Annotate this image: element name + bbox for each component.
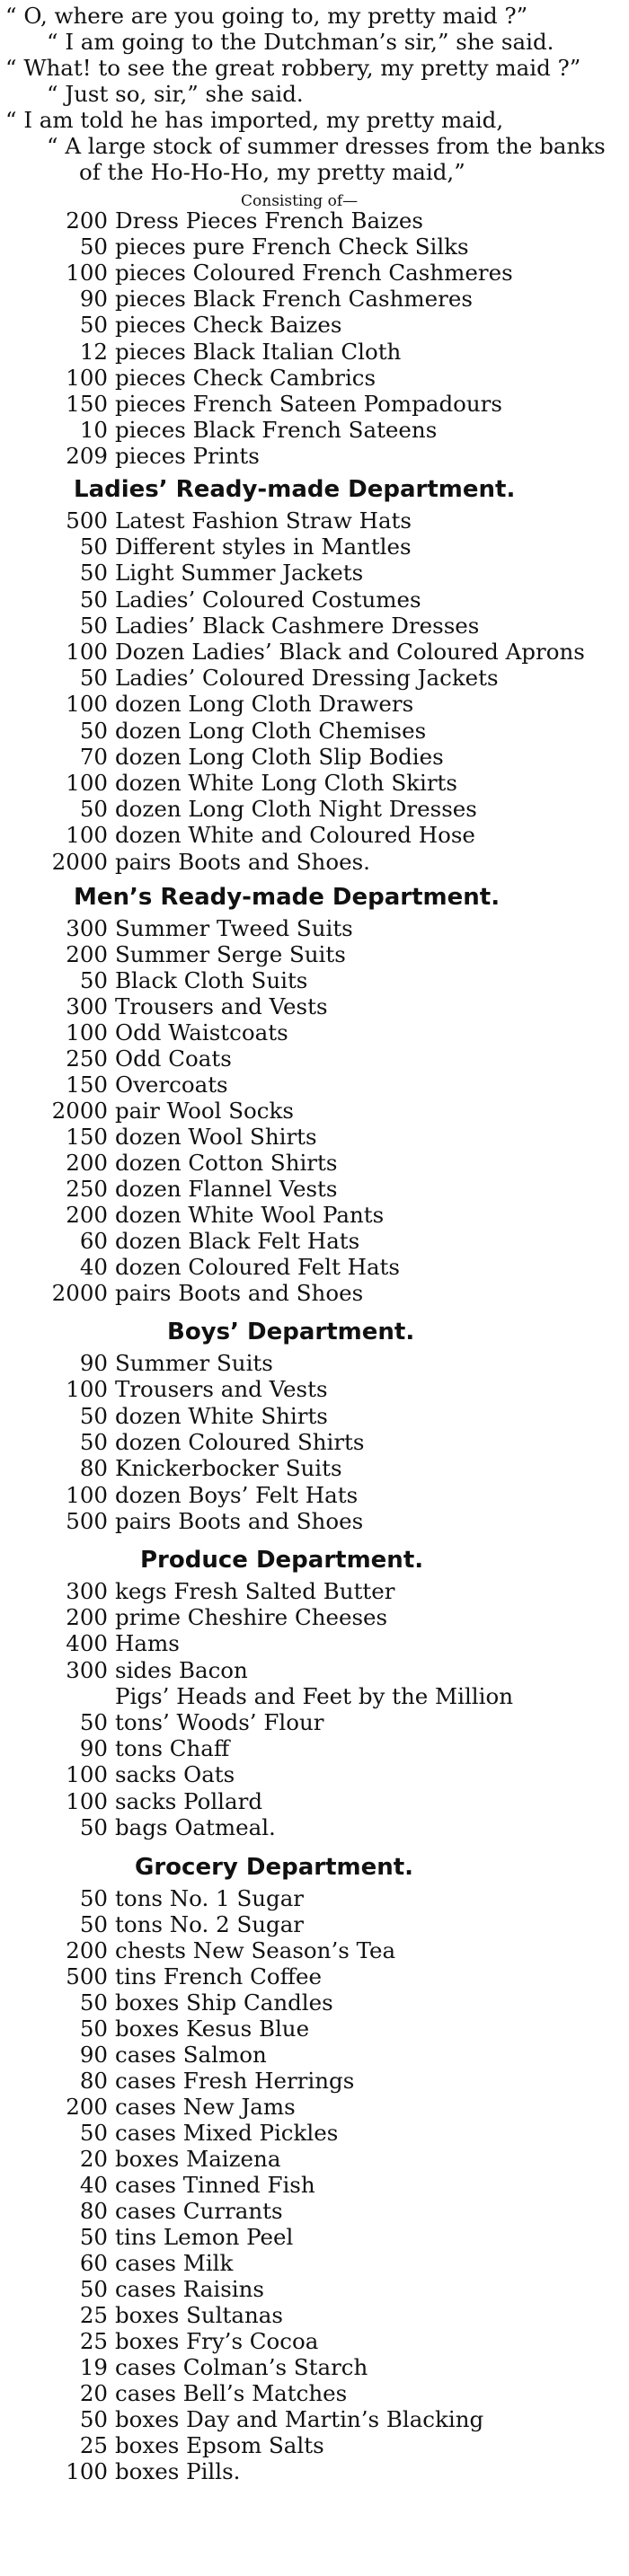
list-item (0, 1177, 337, 1203)
section-heading-ladies: Ladies’ Ready-made Department. (74, 476, 516, 503)
item-description: pieces Check Cambrics (115, 364, 377, 391)
item-quantity: 50 (79, 2276, 108, 2302)
item-quantity: 90 (79, 2042, 108, 2068)
list-item (0, 2381, 347, 2407)
item-quantity: 300 (66, 993, 108, 1019)
section-heading-mens: Men’s Ready-made Department. (74, 884, 501, 911)
item-quantity: 50 (79, 1989, 108, 2016)
item-quantity: 90 (79, 1350, 108, 1376)
item-quantity: 200 (66, 1604, 108, 1631)
item-description: pieces Black Italian Cloth (115, 338, 402, 365)
item-description: dozen Black Felt Hats (115, 1228, 360, 1254)
item-quantity: 80 (79, 2068, 108, 2094)
item-description: boxes Kesus Blue (115, 2016, 310, 2042)
item-quantity: 80 (79, 1455, 108, 1482)
item-description: chests New Season’s Tea (115, 1937, 396, 1963)
item-description: boxes Pills. (115, 2458, 241, 2484)
list-item (0, 1886, 304, 1912)
item-quantity: 200 (66, 2094, 108, 2120)
item-description: pieces pure French Check Silks (115, 234, 469, 260)
list-item (0, 2121, 338, 2147)
list-item (0, 1281, 363, 1307)
item-quantity: 50 (79, 1885, 108, 1911)
list-item (0, 1789, 262, 1815)
item-quantity: 50 (79, 796, 108, 823)
list-item (0, 2042, 267, 2069)
list-item (0, 1579, 394, 1605)
item-description: pairs Boots and Shoes (115, 1507, 364, 1534)
item-quantity: 100 (66, 691, 108, 718)
item-description: Ladies’ Black Cashmere Dresses (115, 612, 480, 639)
item-quantity: 40 (79, 2172, 108, 2198)
item-description: Summer Serge Suits (115, 941, 346, 967)
item-description: pieces French Sateen Pompadours (115, 390, 502, 417)
item-quantity: 50 (79, 2406, 108, 2432)
list-item (0, 2459, 240, 2485)
item-quantity: 80 (79, 2198, 108, 2224)
item-quantity: 25 (79, 2328, 108, 2354)
item-quantity: 100 (66, 1481, 108, 1508)
item-quantity: 2000 (51, 1280, 108, 1306)
item-quantity: 500 (66, 1963, 108, 1989)
item-description: cases Mixed Pickles (115, 2120, 339, 2146)
list-item (0, 2277, 264, 2303)
list-item (0, 2433, 324, 2459)
list-item (0, 2069, 354, 2095)
list-item (0, 613, 479, 640)
item-description: sacks Pollard (115, 1787, 263, 1814)
item-quantity: 19 (79, 2354, 108, 2380)
item-quantity: 150 (66, 1124, 108, 1150)
item-quantity: 50 (79, 612, 108, 639)
list-item (0, 392, 502, 418)
item-quantity: 50 (79, 967, 108, 993)
section-heading-boys: Boys’ Department. (167, 1319, 415, 1345)
item-description: cases Tinned Fish (115, 2172, 315, 2198)
item-description: dozen Coloured Shirts (115, 1428, 365, 1455)
list-item (0, 313, 341, 339)
item-quantity: 90 (79, 1735, 108, 1762)
item-description: tins French Coffee (115, 1963, 322, 1989)
item-quantity: 20 (79, 2380, 108, 2406)
item-quantity: 25 (79, 2432, 108, 2458)
item-quantity: 150 (66, 1072, 108, 1098)
item-description: dozen Wool Shirts (115, 1124, 317, 1150)
item-quantity: 200 (66, 1202, 108, 1228)
item-description: boxes Sultanas (115, 2302, 283, 2328)
list-item (0, 1203, 384, 1229)
list-item (0, 534, 412, 560)
item-quantity: 209 (66, 442, 108, 469)
list-item (0, 366, 376, 392)
item-description: dozen Cotton Shirts (115, 1150, 338, 1176)
item-description: sides Bacon (115, 1656, 248, 1683)
item-description: boxes Ship Candles (115, 1989, 333, 2016)
item-quantity: 50 (79, 1813, 108, 1840)
list-item (0, 2225, 293, 2251)
list-item (0, 1710, 323, 1736)
list-item (0, 444, 260, 470)
section-heading-produce: Produce Department. (140, 1547, 424, 1574)
item-quantity: 150 (66, 390, 108, 417)
item-description: boxes Maizena (115, 2146, 281, 2172)
item-description: dozen White and Coloured Hose (115, 822, 475, 849)
item-description: tons Chaff (115, 1735, 230, 1762)
list-item (0, 692, 413, 718)
item-quantity: 100 (66, 364, 108, 391)
item-quantity: 200 (66, 1937, 108, 1963)
item-quantity: 200 (66, 941, 108, 967)
item-description: dozen White Long Cloth Skirts (115, 770, 457, 796)
section-heading-grocery: Grocery Department. (135, 1854, 414, 1881)
list-item (0, 916, 353, 942)
item-quantity: 60 (79, 2250, 108, 2276)
item-quantity: 2000 (51, 1098, 108, 1124)
item-quantity: 400 (66, 1630, 108, 1657)
intro-line: “ What! to see the great robbery, my pretty maid ?” (5, 55, 581, 81)
item-quantity: 100 (66, 822, 108, 849)
item-description: pieces Prints (115, 442, 260, 469)
item-description: dozen White Shirts (115, 1402, 328, 1429)
item-quantity: 40 (79, 1254, 108, 1280)
item-quantity: 500 (66, 507, 108, 534)
item-quantity: 100 (66, 1787, 108, 1814)
item-quantity: 200 (66, 207, 108, 234)
item-description: cases Colman’s Starch (115, 2354, 368, 2380)
item-quantity: 50 (79, 1428, 108, 1455)
item-quantity: 50 (79, 2016, 108, 2042)
item-quantity: 250 (66, 1176, 108, 1202)
list-item (0, 1125, 317, 1151)
intro-line: “ I am told he has imported, my pretty maid, (5, 107, 504, 133)
item-quantity: 100 (66, 2458, 108, 2484)
item-description: tons No. 2 Sugar (115, 1911, 305, 1937)
item-description: sacks Oats (115, 1761, 235, 1788)
list-item (0, 2147, 280, 2173)
list-item (0, 1229, 359, 1255)
item-description: Dress Pieces French Baizes (115, 207, 423, 234)
list-item (0, 2303, 283, 2329)
item-description: dozen Long Cloth Drawers (115, 691, 414, 718)
item-description: Light Summer Jackets (115, 560, 364, 587)
item-description: cases New Jams (115, 2094, 296, 2120)
item-quantity: 100 (66, 639, 108, 665)
list-item (0, 1762, 235, 1788)
item-description: dozen White Wool Pants (115, 1202, 385, 1228)
list-item (0, 942, 346, 968)
item-quantity: 300 (66, 915, 108, 941)
list-item (0, 1990, 333, 2016)
list-item (0, 287, 473, 313)
item-quantity: 50 (79, 717, 108, 744)
item-quantity: 50 (79, 560, 108, 587)
item-description: Odd Coats (115, 1045, 232, 1072)
list-item (0, 823, 475, 849)
list-item (0, 1151, 337, 1177)
item-description: dozen Flannel Vests (115, 1176, 338, 1202)
item-quantity: 50 (79, 665, 108, 692)
item-quantity: 100 (66, 260, 108, 287)
item-quantity: 300 (66, 1578, 108, 1604)
item-description: pairs Boots and Shoes. (115, 848, 370, 875)
intro-line: “ A large stock of summer dresses from the banks (47, 133, 606, 159)
list-item (0, 1509, 363, 1535)
item-quantity: 50 (79, 234, 108, 260)
list-item (0, 771, 457, 797)
item-description: tons’ Woods’ Flour (115, 1709, 324, 1735)
item-description: tins Lemon Peel (115, 2224, 294, 2250)
item-quantity: 100 (66, 1761, 108, 1788)
list-item (0, 850, 370, 876)
item-quantity: 50 (79, 312, 108, 339)
item-description: boxes Day and Martin’s Blacking (115, 2406, 484, 2432)
item-quantity: 60 (79, 1228, 108, 1254)
list-item (0, 797, 477, 823)
item-quantity: 50 (79, 534, 108, 560)
list-item (0, 1404, 328, 1430)
item-description: kegs Fresh Salted Butter (115, 1578, 395, 1604)
list-item (0, 1483, 358, 1509)
item-description: cases Raisins (115, 2276, 264, 2302)
list-item (0, 1456, 342, 1482)
item-quantity: 50 (79, 586, 108, 613)
item-quantity: 90 (79, 286, 108, 313)
list-item (0, 968, 307, 994)
list-item (0, 2199, 283, 2225)
list-item (0, 1964, 322, 1990)
item-quantity: 2000 (51, 848, 108, 875)
item-quantity: 10 (79, 416, 108, 443)
item-quantity: 50 (79, 1709, 108, 1735)
list-item (0, 2016, 309, 2042)
item-description: Pigs’ Heads and Feet by the Million (115, 1682, 513, 1709)
intro-line: “ O, where are you going to, my pretty maid ?” (5, 3, 528, 29)
item-quantity: 100 (66, 770, 108, 796)
item-description: dozen Long Cloth Slip Bodies (115, 743, 444, 770)
item-description: Trousers and Vests (115, 993, 328, 1019)
intro-line: “ Just so, sir,” she said. (47, 81, 304, 107)
item-description: Odd Waistcoats (115, 1019, 288, 1045)
item-quantity: 50 (79, 2120, 108, 2146)
list-item (0, 587, 421, 613)
list-item (0, 994, 328, 1020)
item-description: pieces Check Baizes (115, 312, 342, 339)
item-description: pieces Black French Sateens (115, 416, 438, 443)
list-item (0, 260, 513, 287)
list-item (0, 1255, 400, 1281)
item-description: cases Fresh Herrings (115, 2068, 355, 2094)
item-quantity: 250 (66, 1045, 108, 1072)
item-quantity: 300 (66, 1656, 108, 1683)
list-item (0, 666, 499, 692)
list-item (0, 2355, 368, 2381)
list-item (0, 1072, 228, 1098)
item-description: cases Milk (115, 2250, 234, 2276)
item-quantity: 50 (79, 1911, 108, 1937)
item-description: cases Bell’s Matches (115, 2380, 348, 2406)
item-description: Black Cloth Suits (115, 967, 308, 993)
list-item (0, 1684, 513, 1710)
list-item (0, 1938, 395, 1964)
item-quantity: 70 (79, 743, 108, 770)
list-item (0, 1098, 294, 1125)
list-item (0, 340, 401, 366)
item-description: Ladies’ Coloured Dressing Jackets (115, 665, 499, 692)
consisting-label: Consisting of— (241, 192, 359, 210)
item-description: Hams (115, 1630, 180, 1657)
list-item (0, 2329, 318, 2355)
item-quantity: 25 (79, 2302, 108, 2328)
list-item (0, 1736, 229, 1762)
item-quantity: 20 (79, 2146, 108, 2172)
item-description: Ladies’ Coloured Costumes (115, 586, 421, 613)
item-description: dozen Long Cloth Chemises (115, 717, 427, 744)
list-item (0, 1631, 180, 1657)
list-item (0, 234, 469, 260)
list-item (0, 208, 423, 234)
item-description: Latest Fashion Straw Hats (115, 507, 412, 534)
list-item (0, 1020, 288, 1046)
item-description: boxes Fry’s Cocoa (115, 2328, 319, 2354)
item-description: Summer Tweed Suits (115, 915, 353, 941)
item-description: Trousers and Vests (115, 1376, 328, 1403)
list-item (0, 1658, 248, 1684)
list-item (0, 508, 412, 534)
item-quantity: 12 (79, 338, 108, 365)
list-item (0, 1377, 328, 1403)
item-description: cases Salmon (115, 2042, 267, 2068)
item-description: pairs Boots and Shoes (115, 1280, 364, 1306)
list-item (0, 719, 426, 745)
item-description: cases Currants (115, 2198, 283, 2224)
list-item (0, 560, 363, 587)
intro-line: of the Ho-Ho-Ho, my pretty maid,” (79, 159, 465, 185)
list-item (0, 2173, 315, 2199)
list-item (0, 640, 585, 666)
item-description: pieces Coloured French Cashmeres (115, 260, 513, 287)
item-description: dozen Long Cloth Night Dresses (115, 796, 477, 823)
item-quantity: 500 (66, 1507, 108, 1534)
item-description: boxes Epsom Salts (115, 2432, 324, 2458)
item-description: dozen Coloured Felt Hats (115, 1254, 400, 1280)
item-description: pair Wool Socks (115, 1098, 294, 1124)
item-description: Summer Suits (115, 1350, 273, 1376)
item-description: pieces Black French Cashmeres (115, 286, 473, 313)
item-quantity: 100 (66, 1019, 108, 1045)
intro-line: “ I am going to the Dutchman’s sir,” she said. (47, 29, 554, 55)
item-description: Different styles in Mantles (115, 534, 412, 560)
list-item (0, 2095, 296, 2121)
list-item (0, 1430, 364, 1456)
item-description: tons No. 1 Sugar (115, 1885, 305, 1911)
item-quantity: 50 (79, 2224, 108, 2250)
list-item (0, 1351, 273, 1377)
list-item (0, 745, 444, 771)
item-description: bags Oatmeal. (115, 1813, 276, 1840)
item-description: dozen Boys’ Felt Hats (115, 1481, 359, 1508)
item-quantity: 100 (66, 1376, 108, 1403)
item-description: Knickerbocker Suits (115, 1455, 342, 1482)
item-description: prime Cheshire Cheeses (115, 1604, 388, 1631)
item-description: Overcoats (115, 1072, 228, 1098)
item-quantity: 50 (79, 1402, 108, 1429)
list-item (0, 2251, 233, 2277)
list-item (0, 418, 437, 444)
list-item (0, 2407, 483, 2433)
list-item (0, 1815, 276, 1841)
list-item (0, 1605, 387, 1631)
item-quantity: 200 (66, 1150, 108, 1176)
item-description: Dozen Ladies’ Black and Coloured Aprons (115, 639, 585, 665)
list-item (0, 1046, 232, 1072)
list-item (0, 1912, 304, 1938)
